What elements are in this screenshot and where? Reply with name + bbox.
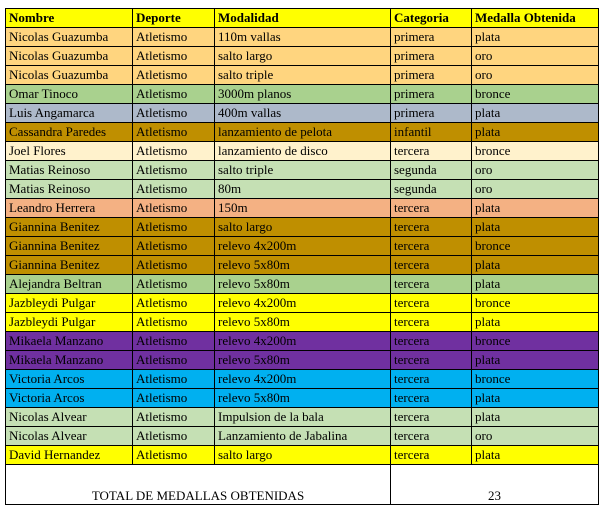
- cell-categoria: primera: [391, 66, 472, 85]
- table-row: [6, 256, 599, 275]
- header-categoria: Categoria: [391, 9, 472, 28]
- cell-deporte: Atletismo: [133, 28, 215, 47]
- cell-nombre: Nicolas Alvear: [6, 427, 133, 446]
- cell-categoria: tercera: [391, 256, 472, 275]
- medals-table: [5, 8, 599, 505]
- table-row: [6, 275, 599, 294]
- cell-deporte: Atletismo: [133, 275, 215, 294]
- cell-modalidad: Impulsion de la bala: [215, 408, 391, 427]
- cell-modalidad: relevo 5x80m: [215, 256, 391, 275]
- cell-medalla: plata: [472, 218, 599, 237]
- cell-deporte: Atletismo: [133, 85, 215, 104]
- cell-categoria: primera: [391, 85, 472, 104]
- cell-nombre: Cassandra Paredes: [6, 123, 133, 142]
- table-row: [6, 237, 599, 256]
- cell-deporte: Atletismo: [133, 370, 215, 389]
- cell-categoria: tercera: [391, 218, 472, 237]
- cell-deporte: Atletismo: [133, 180, 215, 199]
- table-row: [6, 47, 599, 66]
- table-row: [6, 389, 599, 408]
- total-value: 23: [391, 465, 599, 505]
- cell-deporte: Atletismo: [133, 294, 215, 313]
- cell-nombre: Giannina Benitez: [6, 237, 133, 256]
- cell-categoria: primera: [391, 28, 472, 47]
- cell-nombre: Luis Angamarca: [6, 104, 133, 123]
- table-row: [6, 142, 599, 161]
- cell-categoria: segunda: [391, 161, 472, 180]
- cell-nombre: David Hernandez: [6, 446, 133, 465]
- cell-categoria: primera: [391, 104, 472, 123]
- cell-medalla: oro: [472, 427, 599, 446]
- cell-modalidad: lanzamiento de disco: [215, 142, 391, 161]
- cell-medalla: bronce: [472, 332, 599, 351]
- cell-categoria: tercera: [391, 237, 472, 256]
- total-label: TOTAL DE MEDALLAS OBTENIDAS: [6, 465, 391, 505]
- cell-medalla: bronce: [472, 294, 599, 313]
- header-deporte: Deporte: [133, 9, 215, 28]
- cell-nombre: Nicolas Guazumba: [6, 28, 133, 47]
- header-nombre: Nombre: [6, 9, 133, 28]
- cell-modalidad: relevo 4x200m: [215, 237, 391, 256]
- cell-categoria: tercera: [391, 275, 472, 294]
- cell-deporte: Atletismo: [133, 104, 215, 123]
- cell-medalla: plata: [472, 104, 599, 123]
- cell-medalla: bronce: [472, 142, 599, 161]
- cell-medalla: plata: [472, 28, 599, 47]
- cell-nombre: Joel Flores: [6, 142, 133, 161]
- cell-modalidad: salto largo: [215, 446, 391, 465]
- cell-nombre: Nicolas Alvear: [6, 408, 133, 427]
- table-row: [6, 85, 599, 104]
- cell-medalla: plata: [472, 446, 599, 465]
- cell-medalla: plata: [472, 389, 599, 408]
- cell-deporte: Atletismo: [133, 332, 215, 351]
- cell-nombre: Jazbleydi Pulgar: [6, 294, 133, 313]
- cell-nombre: Omar Tinoco: [6, 85, 133, 104]
- table-row: [6, 161, 599, 180]
- cell-medalla: plata: [472, 408, 599, 427]
- cell-deporte: Atletismo: [133, 408, 215, 427]
- cell-categoria: tercera: [391, 446, 472, 465]
- cell-nombre: Victoria Arcos: [6, 370, 133, 389]
- cell-nombre: Matias Reinoso: [6, 180, 133, 199]
- cell-nombre: Jazbleydi Pulgar: [6, 313, 133, 332]
- cell-modalidad: salto triple: [215, 66, 391, 85]
- table-row: [6, 294, 599, 313]
- table-row: [6, 446, 599, 465]
- cell-modalidad: 150m: [215, 199, 391, 218]
- table-row: [6, 66, 599, 85]
- cell-modalidad: relevo 5x80m: [215, 313, 391, 332]
- table-row: [6, 218, 599, 237]
- table-row: [6, 180, 599, 199]
- cell-medalla: plata: [472, 275, 599, 294]
- table-row: [6, 104, 599, 123]
- cell-modalidad: salto largo: [215, 47, 391, 66]
- cell-medalla: plata: [472, 123, 599, 142]
- table-row: [6, 427, 599, 446]
- table-body: [6, 28, 599, 465]
- cell-nombre: Nicolas Guazumba: [6, 66, 133, 85]
- cell-deporte: Atletismo: [133, 123, 215, 142]
- cell-modalidad: salto largo: [215, 218, 391, 237]
- cell-nombre: Mikaela Manzano: [6, 351, 133, 370]
- cell-deporte: Atletismo: [133, 161, 215, 180]
- header-medalla: Medalla Obtenida: [472, 9, 599, 28]
- cell-modalidad: 110m vallas: [215, 28, 391, 47]
- table-row: [6, 313, 599, 332]
- cell-modalidad: relevo 5x80m: [215, 389, 391, 408]
- cell-medalla: plata: [472, 351, 599, 370]
- cell-nombre: Giannina Benitez: [6, 218, 133, 237]
- table-row: [6, 123, 599, 142]
- cell-medalla: oro: [472, 161, 599, 180]
- cell-deporte: Atletismo: [133, 142, 215, 161]
- header-row: [6, 9, 599, 28]
- cell-deporte: Atletismo: [133, 351, 215, 370]
- cell-deporte: Atletismo: [133, 218, 215, 237]
- cell-categoria: tercera: [391, 199, 472, 218]
- cell-categoria: primera: [391, 47, 472, 66]
- cell-categoria: tercera: [391, 332, 472, 351]
- cell-categoria: tercera: [391, 294, 472, 313]
- cell-modalidad: lanzamiento de pelota: [215, 123, 391, 142]
- cell-deporte: Atletismo: [133, 427, 215, 446]
- cell-categoria: tercera: [391, 427, 472, 446]
- cell-modalidad: Lanzamiento de Jabalina: [215, 427, 391, 446]
- table-row: [6, 370, 599, 389]
- cell-medalla: oro: [472, 66, 599, 85]
- cell-modalidad: salto triple: [215, 161, 391, 180]
- cell-deporte: Atletismo: [133, 66, 215, 85]
- cell-modalidad: relevo 4x200m: [215, 294, 391, 313]
- cell-deporte: Atletismo: [133, 256, 215, 275]
- table-row: [6, 28, 599, 47]
- cell-modalidad: relevo 5x80m: [215, 275, 391, 294]
- cell-medalla: plata: [472, 313, 599, 332]
- cell-modalidad: relevo 4x200m: [215, 370, 391, 389]
- cell-nombre: Mikaela Manzano: [6, 332, 133, 351]
- table-row: [6, 199, 599, 218]
- cell-medalla: bronce: [472, 237, 599, 256]
- cell-deporte: Atletismo: [133, 313, 215, 332]
- cell-modalidad: 3000m planos: [215, 85, 391, 104]
- cell-deporte: Atletismo: [133, 446, 215, 465]
- cell-medalla: bronce: [472, 85, 599, 104]
- cell-nombre: Victoria Arcos: [6, 389, 133, 408]
- cell-medalla: plata: [472, 199, 599, 218]
- cell-categoria: tercera: [391, 142, 472, 161]
- cell-modalidad: relevo 4x200m: [215, 332, 391, 351]
- cell-medalla: oro: [472, 180, 599, 199]
- cell-categoria: segunda: [391, 180, 472, 199]
- table-row: [6, 408, 599, 427]
- cell-nombre: Leandro Herrera: [6, 199, 133, 218]
- cell-modalidad: 80m: [215, 180, 391, 199]
- cell-modalidad: relevo 5x80m: [215, 351, 391, 370]
- cell-categoria: tercera: [391, 351, 472, 370]
- total-row: [6, 465, 599, 505]
- table-row: [6, 351, 599, 370]
- cell-nombre: Nicolas Guazumba: [6, 47, 133, 66]
- table-row: [6, 332, 599, 351]
- cell-categoria: tercera: [391, 370, 472, 389]
- cell-deporte: Atletismo: [133, 47, 215, 66]
- header-modalidad: Modalidad: [215, 9, 391, 28]
- cell-modalidad: 400m vallas: [215, 104, 391, 123]
- cell-nombre: Giannina Benitez: [6, 256, 133, 275]
- cell-medalla: plata: [472, 256, 599, 275]
- cell-categoria: tercera: [391, 389, 472, 408]
- cell-nombre: Alejandra Beltran: [6, 275, 133, 294]
- cell-deporte: Atletismo: [133, 389, 215, 408]
- cell-categoria: tercera: [391, 313, 472, 332]
- cell-medalla: bronce: [472, 370, 599, 389]
- cell-deporte: Atletismo: [133, 199, 215, 218]
- cell-categoria: tercera: [391, 408, 472, 427]
- cell-nombre: Matias Reinoso: [6, 161, 133, 180]
- cell-deporte: Atletismo: [133, 237, 215, 256]
- cell-medalla: oro: [472, 47, 599, 66]
- cell-categoria: infantil: [391, 123, 472, 142]
